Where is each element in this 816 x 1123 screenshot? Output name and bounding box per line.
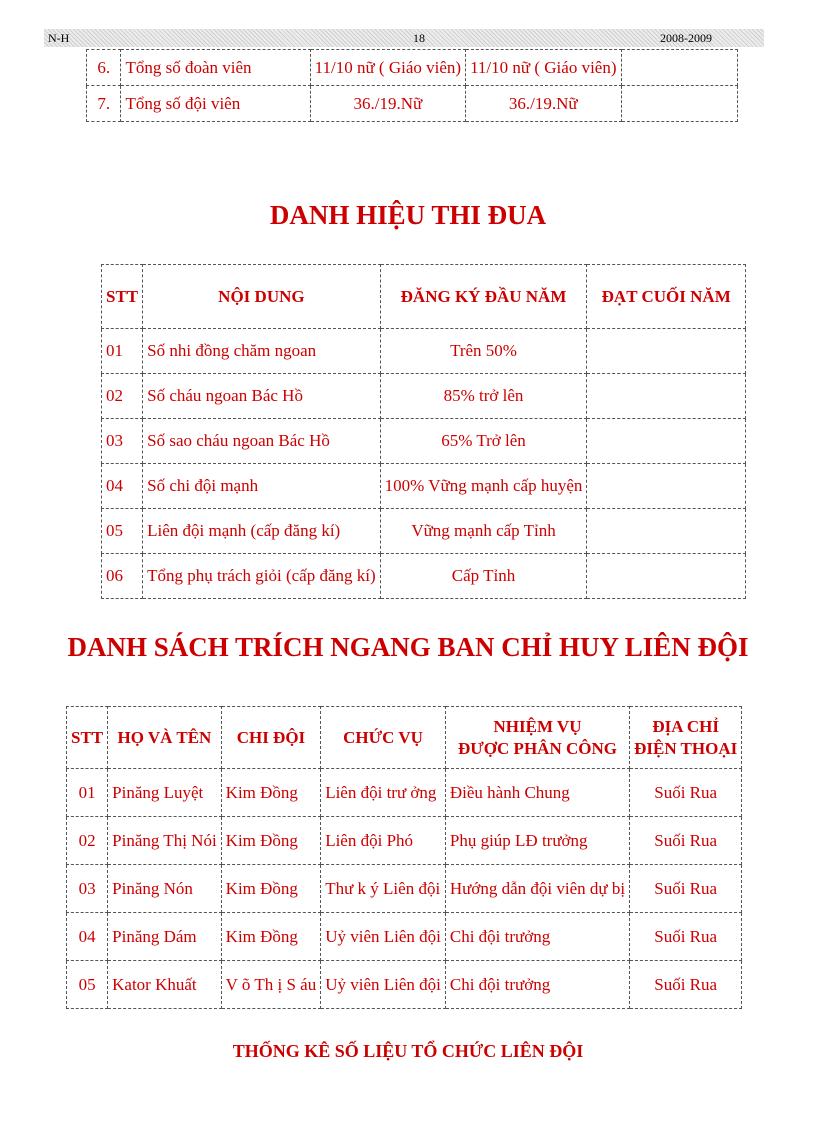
content-cell: Số chi đội mạnh: [143, 464, 381, 509]
column-header: NỘI DUNG: [143, 265, 381, 329]
task-cell: Hướng dẫn đội viên dự bị: [445, 865, 629, 913]
address-cell: Suối Rua: [630, 769, 742, 817]
column-header: STT: [67, 707, 108, 769]
unit-cell: Kim Đồng: [221, 769, 321, 817]
column-header: STT: [102, 265, 143, 329]
column-header: CHỨC VỤ: [321, 707, 446, 769]
row-label: Tổng số đội viên: [121, 86, 310, 122]
table-row: [102, 374, 746, 419]
role-cell: Liên đội trư ởng: [321, 769, 446, 817]
stt-cell: 03: [67, 865, 108, 913]
header-line: ĐỊA CHỈ: [652, 716, 719, 736]
section-title: DANH SÁCH TRÍCH NGANG BAN CHỈ HUY LIÊN ĐỘI: [67, 632, 749, 662]
column-header: ĐĂNG KÝ ĐẦU NĂM: [380, 265, 587, 329]
stt-cell: 04: [102, 464, 143, 509]
result-cell: [587, 554, 746, 599]
register-cell: Cấp Tỉnh: [380, 554, 587, 599]
page-number: 18: [413, 31, 425, 45]
result-cell: [587, 329, 746, 374]
task-cell: Chi đội trưởng: [445, 913, 629, 961]
result-cell: [587, 374, 746, 419]
table-row: [102, 509, 746, 554]
result-cell: [587, 464, 746, 509]
role-cell: Uỷ viên Liên đội: [321, 961, 446, 1009]
row-value: 36./19.Nữ: [310, 86, 465, 122]
table-header-row: [67, 707, 742, 769]
row-value: [621, 86, 737, 122]
stt-cell: 04: [67, 913, 108, 961]
table-row: [87, 50, 738, 86]
column-header: ĐẠT CUỐI NĂM: [587, 265, 746, 329]
header-line: ĐIỆN THOẠI: [634, 738, 738, 758]
unit-cell: V õ Th ị S áu: [221, 961, 321, 1009]
table-header-row: [102, 265, 746, 329]
address-cell: Suối Rua: [630, 913, 742, 961]
name-cell: Kator Khuất: [108, 961, 222, 1009]
command-board-table: [66, 706, 742, 1009]
stt-cell: 02: [102, 374, 143, 419]
address-cell: Suối Rua: [630, 961, 742, 1009]
name-cell: Pinăng Nón: [108, 865, 222, 913]
name-cell: Pinăng Dám: [108, 913, 222, 961]
result-cell: [587, 419, 746, 464]
section-title: THỐNG KÊ SỐ LIỆU TỔ CHỨC LIÊN ĐỘI: [232, 1041, 584, 1061]
address-cell: Suối Rua: [630, 817, 742, 865]
content-cell: Liên đội mạnh (cấp đăng kí): [143, 509, 381, 554]
register-cell: 65% Trở lên: [380, 419, 587, 464]
name-cell: Pinăng Luyệt: [108, 769, 222, 817]
section-title: DANH HIỆU THI ĐUA: [269, 200, 547, 230]
table-row: [67, 865, 742, 913]
table-row: [87, 86, 738, 122]
row-value: 11/10 nữ ( Giáo viên): [466, 50, 621, 86]
column-header: [445, 707, 629, 769]
row-value: 11/10 nữ ( Giáo viên): [310, 50, 465, 86]
table-row: [67, 769, 742, 817]
header-left: N-H: [48, 31, 70, 45]
table-row: [102, 419, 746, 464]
table-row: [67, 913, 742, 961]
content-cell: Số sao cháu ngoan Bác Hồ: [143, 419, 381, 464]
stt-cell: 05: [67, 961, 108, 1009]
table-row: [67, 817, 742, 865]
register-cell: Vững mạnh cấp Tỉnh: [380, 509, 587, 554]
stt-cell: 02: [67, 817, 108, 865]
stt-cell: 03: [102, 419, 143, 464]
result-cell: [587, 509, 746, 554]
header-line: NHIỆM VỤ: [493, 716, 582, 736]
member-count-table: [86, 49, 738, 122]
stt-cell: 01: [102, 329, 143, 374]
column-header: CHI ĐỘI: [221, 707, 321, 769]
stt-cell: 05: [102, 509, 143, 554]
unit-cell: Kim Đồng: [221, 865, 321, 913]
table-row: [102, 554, 746, 599]
header-line: ĐƯỢC PHÂN CÔNG: [458, 738, 617, 758]
stt-cell: 06: [102, 554, 143, 599]
name-cell: Pinăng Thị Nói: [108, 817, 222, 865]
content-cell: Tổng phụ trách giỏi (cấp đăng kí): [143, 554, 381, 599]
row-number: 6.: [87, 50, 121, 86]
role-cell: Liên đội Phó: [321, 817, 446, 865]
task-cell: Phụ giúp LĐ trưởng: [445, 817, 629, 865]
row-value: 36./19.Nữ: [466, 86, 621, 122]
register-cell: 100% Vững mạnh cấp huyện: [380, 464, 587, 509]
content-cell: Số nhi đồng chăm ngoan: [143, 329, 381, 374]
table-row: [102, 329, 746, 374]
row-label: Tổng số đoàn viên: [121, 50, 310, 86]
emulation-table: [101, 264, 746, 599]
table-row: [67, 961, 742, 1009]
table-row: [102, 464, 746, 509]
content-cell: Số cháu ngoan Bác Hồ: [143, 374, 381, 419]
header-year: 2008-2009: [660, 31, 712, 45]
role-cell: Thư k ý Liên đội: [321, 865, 446, 913]
register-cell: Trên 50%: [380, 329, 587, 374]
task-cell: Điều hành Chung: [445, 769, 629, 817]
unit-cell: Kim Đồng: [221, 817, 321, 865]
column-header: HỌ VÀ TÊN: [108, 707, 222, 769]
role-cell: Uỷ viên Liên đội: [321, 913, 446, 961]
address-cell: Suối Rua: [630, 865, 742, 913]
task-cell: Chi đội trưởng: [445, 961, 629, 1009]
row-number: 7.: [87, 86, 121, 122]
column-header: [630, 707, 742, 769]
unit-cell: Kim Đồng: [221, 913, 321, 961]
stt-cell: 01: [67, 769, 108, 817]
register-cell: 85% trở lên: [380, 374, 587, 419]
row-value: [621, 50, 737, 86]
page-header: [44, 29, 764, 47]
